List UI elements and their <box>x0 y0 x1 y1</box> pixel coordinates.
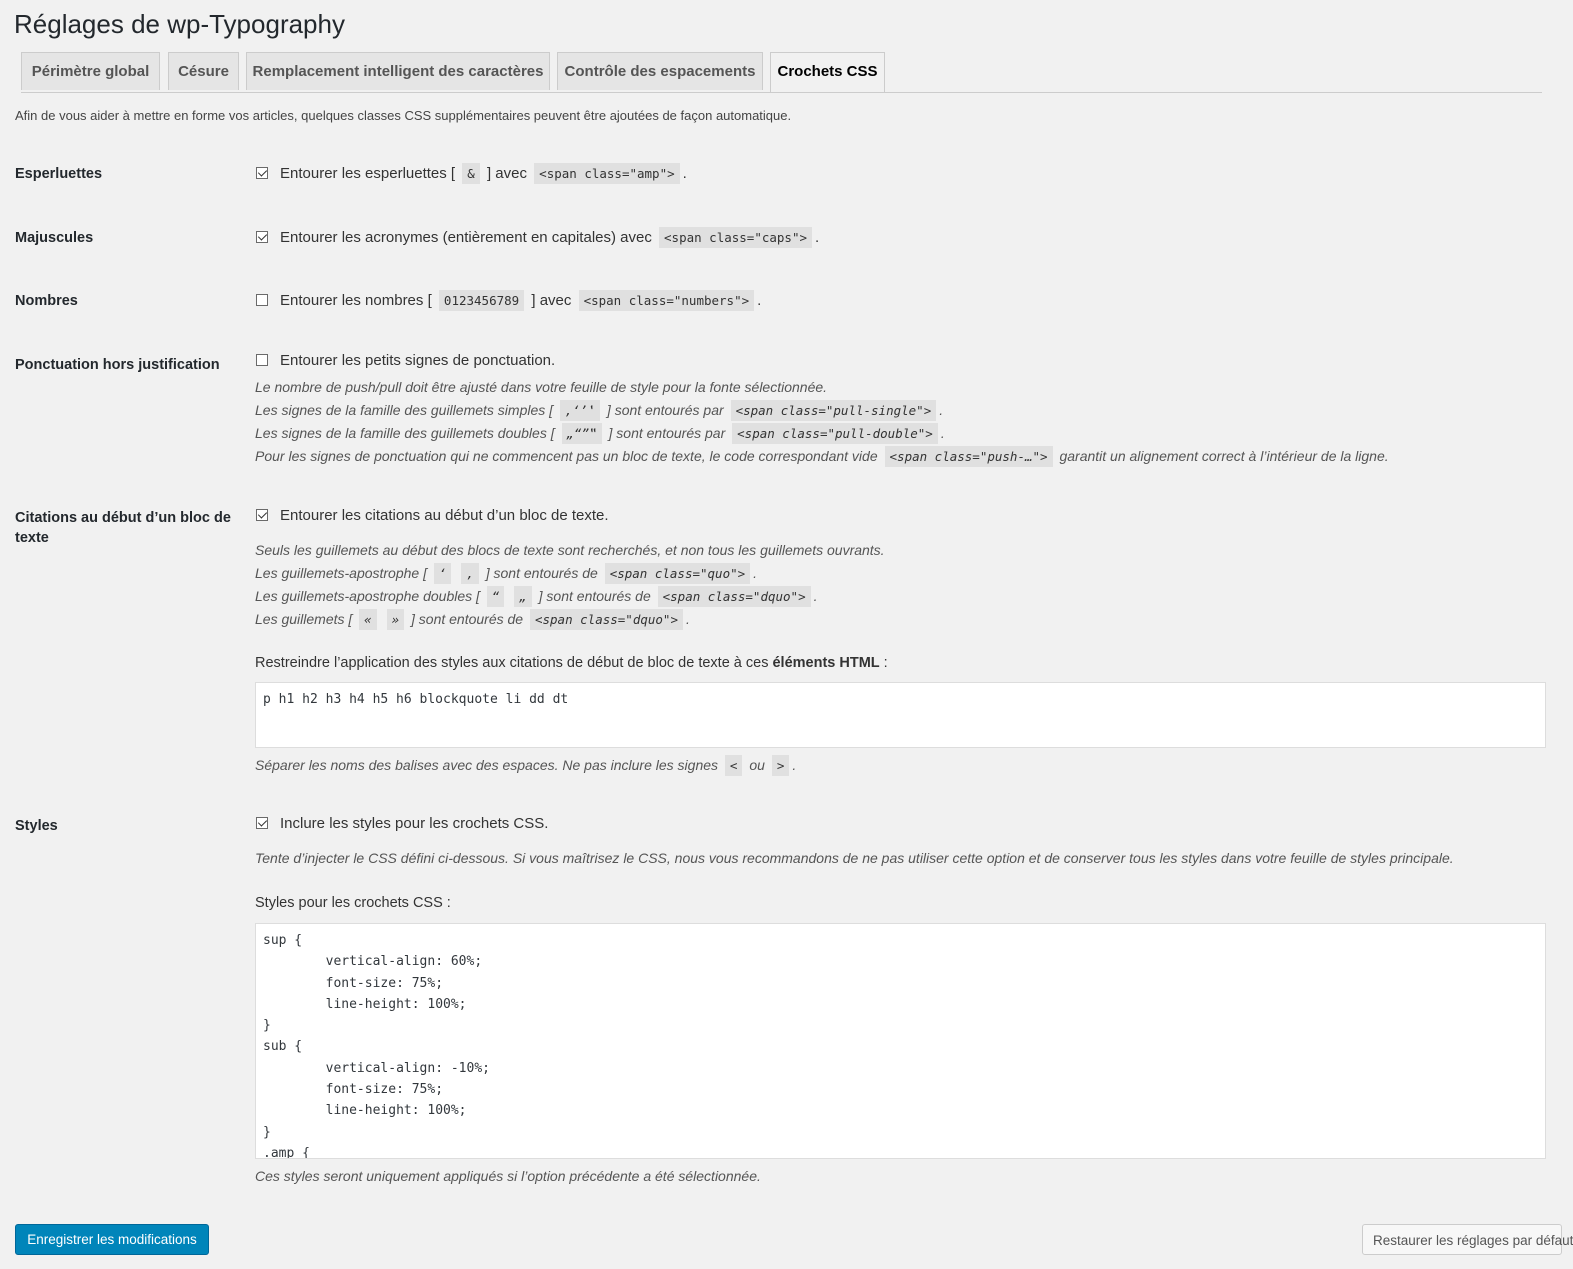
option-initial-quotes <box>256 506 609 526</box>
iq-line3code2: „ <box>514 586 532 607</box>
initial-quotes-description <box>255 539 885 631</box>
tab-perimetre-global[interactable]: Périmètre global <box>21 52 160 90</box>
option-styles <box>256 814 548 834</box>
iq-line4a: Les guillemets [ <box>255 611 353 627</box>
iq-line3code3: <span class="dquo"> <box>658 586 811 607</box>
ampersands-text1: Entourer les esperluettes [ <box>280 165 456 182</box>
iq-line4code2: » <box>387 609 405 630</box>
label-ampersands: Esperluettes <box>15 166 103 182</box>
hanging-line3code2: <span class="pull-double"> <box>732 423 938 444</box>
hanging-line1: Le nombre de push/pull doit être ajusté dans votre feuille de style pour la fonte sélectionnée. <box>255 379 828 395</box>
label-numbers: Nombres <box>15 293 78 309</box>
styles-description: Tente d’injecter le CSS défini ci-dessous. Si vous maîtrisez le CSS, nous vous recommandons de ne pas utiliser cette option et de conserver tous les styles dans votre feuille de styles principale. <box>255 850 1454 866</box>
label-initial-quotes: Citations au début d’un bloc de texte <box>15 510 231 546</box>
caps-text1: Entourer les acronymes (entièrement en capitales) avec <box>280 229 652 246</box>
iq-line3b: ] sont entourés de <box>538 588 651 604</box>
hanging-line2 <box>255 399 1389 422</box>
checkbox-styles[interactable] <box>256 817 268 829</box>
iq-line2c: . <box>753 565 758 581</box>
styles-option: Inclure les styles pour les crochets CSS. <box>280 815 549 832</box>
restore-defaults-button[interactable]: Restaurer les réglages par défaut <box>1362 1224 1562 1255</box>
sep-c: . <box>792 757 797 773</box>
html-elements-textarea[interactable] <box>255 682 1546 748</box>
checkbox-initial-quotes[interactable] <box>256 509 268 521</box>
hanging-line4b: garantit un alignement correct à l’intérieur de la ligne. <box>1059 448 1389 464</box>
sep-b: ou <box>749 757 765 773</box>
sep-a: Séparer les noms des balises avec des espaces. Ne pas inclure les signes <box>255 757 719 773</box>
caps-code1: <span class="caps"> <box>659 227 812 248</box>
iq-line4 <box>255 608 885 631</box>
css-styles-label: Styles pour les crochets CSS : <box>255 895 451 911</box>
iq-line3 <box>255 585 885 608</box>
save-button[interactable]: Enregistrer les modifications <box>15 1224 209 1255</box>
hanging-line4a: Pour les signes de ponctuation qui ne commencent pas un bloc de texte, le code correspondant vide <box>255 448 878 464</box>
iq-line2b: ] sont entourés de <box>485 565 598 581</box>
iq-line4b: ] sont entourés de <box>411 611 524 627</box>
iq-line3c: . <box>813 588 818 604</box>
iq-line4code3: <span class="dquo"> <box>530 609 683 630</box>
checkbox-numbers[interactable] <box>256 294 268 306</box>
option-ampersands <box>256 164 687 184</box>
tab-bar <box>21 52 1542 93</box>
numbers-text2: ] avec <box>531 292 572 309</box>
sep-code2: > <box>772 755 790 776</box>
restrict-label <box>255 655 888 671</box>
hanging-line3 <box>255 422 1389 445</box>
hanging-line3a: Les signes de la famille des guillemets doubles [ <box>255 425 555 441</box>
option-hanging <box>256 351 555 371</box>
restrict-label-b: éléments HTML <box>772 655 880 671</box>
iq-line2 <box>255 562 885 585</box>
tab-espacements[interactable]: Contrôle des espacements <box>557 52 763 90</box>
hanging-option: Entourer les petits signes de ponctuation. <box>280 352 556 369</box>
styles-note: Ces styles seront uniquement appliqués si l’option précédente a été sélectionnée. <box>255 1168 761 1184</box>
hanging-line3b: ] sont entourés par <box>608 425 726 441</box>
hanging-line4code: <span class="push-…"> <box>885 446 1053 467</box>
hanging-line3c: . <box>940 425 945 441</box>
checkbox-hanging[interactable] <box>256 354 268 366</box>
css-styles-textarea[interactable] <box>255 923 1546 1159</box>
hanging-line2a: Les signes de la famille des guillemets simples [ <box>255 402 554 418</box>
iq-line2code2: ‚ <box>461 563 479 584</box>
initial-quotes-option: Entourer les citations au début d’un bloc de texte. <box>280 507 609 524</box>
separator-hint <box>255 754 796 777</box>
checkbox-caps[interactable] <box>256 231 268 243</box>
hanging-line4 <box>255 445 1389 468</box>
ampersands-code1: & <box>462 163 480 184</box>
label-caps: Majuscules <box>15 230 94 246</box>
hanging-line2c: . <box>939 402 944 418</box>
ampersands-text3: . <box>682 165 687 182</box>
caps-text2: . <box>815 229 820 246</box>
hanging-line2code1: ‚‘’‛ <box>560 400 600 421</box>
sep-code1: < <box>725 755 743 776</box>
tab-crochets-css[interactable]: Crochets CSS <box>770 52 885 92</box>
tab-remplacement[interactable]: Remplacement intelligent des caractères <box>246 52 550 90</box>
option-numbers <box>256 291 761 311</box>
iq-line3code1: “ <box>487 586 505 607</box>
numbers-code2: <span class="numbers"> <box>579 290 755 311</box>
checkbox-ampersands[interactable] <box>256 167 268 179</box>
ampersands-text2: ] avec <box>486 165 527 182</box>
numbers-code1: 0123456789 <box>439 290 524 311</box>
iq-line2a: Les guillemets-apostrophe [ <box>255 565 427 581</box>
iq-line4code1: « <box>359 609 377 630</box>
restrict-label-a: Restreindre l’application des styles aux citations de début de bloc de texte à ces <box>255 655 769 671</box>
iq-line2code3: <span class="quo"> <box>605 563 750 584</box>
tab-cesure[interactable]: Césure <box>168 52 239 90</box>
intro-text: Afin de vous aider à mettre en forme vos articles, quelques classes CSS supplémentaires peuvent être ajoutées de façon automatique. <box>15 108 792 123</box>
hanging-line2code2: <span class="pull-single"> <box>731 400 937 421</box>
hanging-description <box>255 376 1389 468</box>
option-caps <box>256 228 819 248</box>
hanging-line3code1: „“”‟ <box>562 423 602 444</box>
iq-line1: Seuls les guillemets au début des blocs de texte sont recherchés, et non tous les guillemets ouvrants. <box>255 542 885 558</box>
restrict-label-c: : <box>879 655 888 671</box>
ampersands-code2: <span class="amp"> <box>534 163 679 184</box>
numbers-text1: Entourer les nombres [ <box>280 292 432 309</box>
hanging-line2b: ] sont entourés par <box>606 402 724 418</box>
label-styles: Styles <box>15 818 58 834</box>
iq-line4c: . <box>685 611 690 627</box>
page-title: Réglages de wp-Typography <box>14 9 345 39</box>
iq-line2code1: ‘ <box>434 563 452 584</box>
numbers-text3: . <box>757 292 762 309</box>
iq-line3a: Les guillemets-apostrophe doubles [ <box>255 588 480 604</box>
label-hanging: Ponctuation hors justification <box>15 357 220 373</box>
